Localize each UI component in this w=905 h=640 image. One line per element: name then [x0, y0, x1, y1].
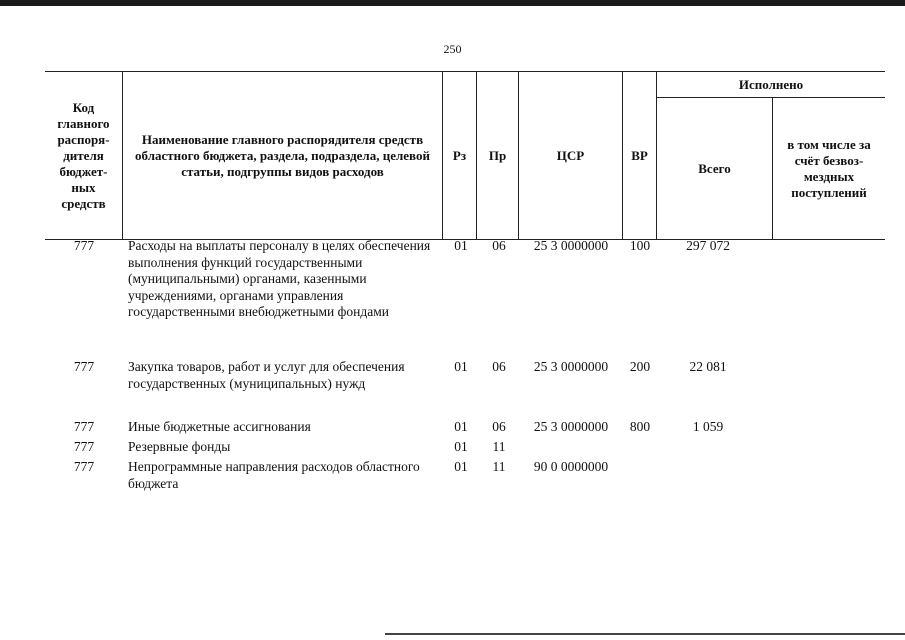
scan-top-edge [0, 0, 905, 6]
cell-total: 1 059 [692, 419, 724, 434]
cell-csr: 25 3 0000000 [533, 238, 609, 253]
cell-rz: 01 [454, 439, 468, 454]
cell-name: Иные бюджетные ассигнования [128, 419, 311, 434]
page-number: 250 [443, 42, 462, 56]
cell-pr: 11 [492, 439, 506, 454]
header-vr: ВР [631, 147, 648, 163]
cell-pr: 06 [492, 238, 506, 253]
header-pr: Пр [488, 147, 507, 163]
header-incl: в том числе за счёт безвоз-мездных поступлений [787, 136, 871, 200]
cell-vr: 800 [629, 419, 651, 434]
cell-code: 777 [73, 238, 95, 253]
header-total: Всего [698, 160, 731, 176]
cell-total: 22 081 [689, 359, 727, 374]
header-name: Наименование главного распорядителя средств областного бюджета, раздела, подраздела, целевой статьи, подгруппы видов расходов [135, 131, 430, 179]
cell-name: Резервные фонды [128, 439, 231, 454]
header-code: Код главного распоря-дителя бюджет-ных средств [57, 99, 110, 211]
header-executed: Исполнено [738, 76, 804, 92]
cell-code: 777 [73, 439, 95, 454]
header-csr: ЦСР [556, 147, 585, 163]
cell-vr: 200 [629, 359, 651, 374]
cell-pr: 11 [492, 459, 506, 474]
cell-name: Непрограммные направления расходов областного бюджета [128, 459, 420, 491]
cell-csr: 90 0 0000000 [533, 459, 609, 474]
cell-name: Расходы на выплаты персоналу в целях обеспечения выполнения функций государственными (муниципальными) органами, казенными учреждениями, органами управления государственными внебюджетными фондами [128, 238, 431, 319]
cell-rz: 01 [454, 459, 468, 474]
cell-rz: 01 [454, 238, 468, 253]
cell-code: 777 [73, 419, 95, 434]
scan-bottom-edge [385, 633, 905, 635]
cell-total: 297 072 [686, 238, 730, 253]
cell-code: 777 [73, 359, 95, 374]
cell-rz: 01 [454, 359, 468, 374]
cell-rz: 01 [454, 419, 468, 434]
header-rz: Рз [452, 147, 467, 163]
cell-code: 777 [73, 459, 95, 474]
cell-vr: 100 [629, 238, 651, 253]
cell-pr: 06 [492, 359, 506, 374]
cell-pr: 06 [492, 419, 506, 434]
table-header [45, 71, 885, 240]
cell-csr: 25 3 0000000 [533, 419, 609, 434]
cell-csr: 25 3 0000000 [533, 359, 609, 374]
cell-name: Закупка товаров, работ и услуг для обеспечения государственных (муниципальных) нужд [128, 359, 405, 391]
